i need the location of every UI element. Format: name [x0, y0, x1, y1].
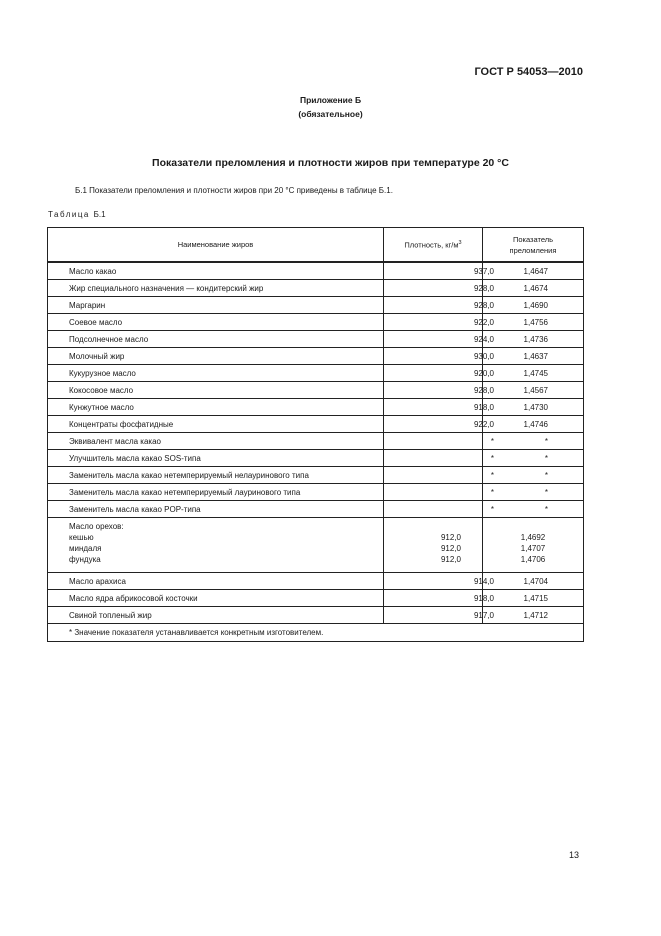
table-row [48, 365, 584, 382]
header-name-label: Наименование жиров [177, 240, 254, 249]
table-row [48, 399, 584, 416]
cell-fat-name: Свиной топленый жир [48, 607, 384, 624]
cell-refractive-index [483, 382, 584, 399]
cell-density-value: 928,0 [473, 385, 494, 395]
table-row [48, 607, 584, 624]
cell-refractive-index-value: 1,4746 [523, 419, 548, 429]
header-ri-line1: Показатель [512, 234, 554, 244]
cell-fat-name: Жир специального назначения — кондитерский жир [48, 280, 384, 297]
cell-refractive-index-value: * [544, 487, 548, 497]
cell-density [384, 314, 494, 331]
cell-density-value: 928,0 [473, 300, 494, 310]
appendix-title: Приложение Б [299, 95, 362, 105]
cell-fat-name: Кунжутное масло [48, 399, 384, 416]
nut-item-refractive-index: 1,4707 [520, 544, 546, 553]
table-row [48, 573, 584, 590]
cell-fat-name [48, 518, 384, 573]
cell-density [384, 573, 494, 590]
table-row [48, 433, 584, 450]
cell-refractive-index-value: 1,4674 [523, 283, 548, 293]
cell-refractive-index [483, 416, 584, 433]
cell-refractive-index [483, 433, 584, 450]
spacer [424, 521, 478, 532]
table-row [48, 314, 584, 331]
cell-fat-name: Молочный жир [48, 348, 384, 365]
table-row [48, 331, 584, 348]
cell-fat-name: Эквивалент масла какао [48, 433, 384, 450]
cell-refractive-index [483, 484, 584, 501]
cell-refractive-index-value: 1,4736 [523, 334, 548, 344]
cell-fat-name: Концентраты фосфатидные [48, 416, 384, 433]
cell-fat-name: Масло арахиса [48, 573, 384, 590]
cell-density-value: 922,0 [473, 317, 494, 327]
nut-group-title: Масло орехов: [69, 522, 124, 531]
cell-density-value: 914,0 [473, 576, 494, 586]
cell-fat-name: Масло какао [48, 262, 384, 280]
nut-item-density: 912,0 [440, 533, 462, 542]
table-row [48, 467, 584, 484]
cell-density [384, 518, 483, 573]
cell-fat-name: Масло ядра абрикосовой косточки [48, 590, 384, 607]
cell-density-value: * [490, 504, 494, 514]
table-row-nut-oils [48, 518, 584, 573]
cell-refractive-index [483, 399, 584, 416]
cell-fat-name: Маргарин [48, 297, 384, 314]
nut-item-density: 912,0 [440, 555, 462, 564]
cell-density-value: * [490, 453, 494, 463]
cell-density [384, 450, 494, 467]
cell-fat-name: Заменитель масла какао нетемперируемый лауринового типа [48, 484, 384, 501]
table-row [48, 297, 584, 314]
cell-density-value: 937,0 [473, 266, 494, 276]
cell-density-value: 920,0 [473, 368, 494, 378]
cell-density [384, 365, 494, 382]
cell-density [384, 280, 494, 297]
table-caption [48, 210, 106, 219]
table-row [48, 348, 584, 365]
nut-item-refractive-index: 1,4692 [520, 533, 546, 542]
header-density [384, 228, 483, 263]
nut-item-refractive-index: 1,4706 [520, 555, 546, 564]
cell-fat-name: Кокосовое масло [48, 382, 384, 399]
table-header-row [48, 228, 584, 263]
header-density-sup: 3 [458, 240, 462, 247]
table-caption-number: Б.1 [93, 210, 106, 219]
cell-refractive-index-value: * [544, 436, 548, 446]
page-number: 13 [568, 850, 579, 860]
cell-refractive-index [483, 518, 584, 573]
header-ri-line2: преломления [509, 245, 557, 255]
cell-density-value: 928,0 [473, 283, 494, 293]
cell-density [384, 433, 494, 450]
table-row [48, 501, 584, 518]
cell-density-value: * [490, 436, 494, 446]
cell-density [384, 416, 494, 433]
header-density-label: Плотность, кг/м [404, 240, 459, 250]
cell-refractive-index [483, 297, 584, 314]
nut-item-name: фундука [69, 555, 101, 564]
table-row [48, 416, 584, 433]
header-name [48, 228, 384, 263]
cell-refractive-index-value: 1,4637 [523, 351, 548, 361]
cell-refractive-index-value: 1,4715 [523, 593, 548, 603]
cell-density [384, 297, 494, 314]
cell-fat-name: Улучшитель масла какао SOS-типа [48, 450, 384, 467]
nut-item-name: миндаля [69, 544, 102, 553]
cell-refractive-index-value: * [544, 470, 548, 480]
cell-density [384, 348, 494, 365]
cell-density-value: 924,0 [473, 334, 494, 344]
cell-refractive-index-value: * [544, 453, 548, 463]
cell-refractive-index [483, 607, 584, 624]
table-caption-label: Таблица [48, 210, 90, 219]
cell-refractive-index [483, 501, 584, 518]
document-standard-number: ГОСТ Р 54053—2010 [474, 66, 583, 78]
nut-item-density: 912,0 [440, 544, 462, 553]
cell-refractive-index [483, 590, 584, 607]
cell-density [384, 399, 494, 416]
cell-refractive-index [483, 450, 584, 467]
cell-refractive-index-value: * [544, 504, 548, 514]
cell-density [384, 484, 494, 501]
cell-density-value: 918,0 [473, 593, 494, 603]
cell-refractive-index [483, 348, 584, 365]
cell-refractive-index [483, 331, 584, 348]
section-title: Показатели преломления и плотности жиров при температуре 20 °С [152, 157, 509, 169]
table-footnote-row [48, 624, 584, 642]
cell-refractive-index [483, 365, 584, 382]
cell-density [384, 382, 494, 399]
cell-refractive-index-value: 1,4745 [523, 368, 548, 378]
cell-fat-name: Заменитель масла какао нетемперируемый нелауринового типа [48, 467, 384, 484]
fats-table [47, 227, 584, 642]
spacer [487, 521, 579, 532]
appendix-subtitle: (обязательное) [298, 109, 363, 119]
cell-refractive-index-value: 1,4647 [523, 266, 548, 276]
cell-refractive-index-value: 1,4704 [523, 576, 548, 586]
cell-density [384, 607, 494, 624]
table-footnote: * Значение показателя устанавливается конкретным изготовителем. [48, 624, 584, 642]
cell-density-value: 930,0 [473, 351, 494, 361]
cell-refractive-index [483, 467, 584, 484]
cell-refractive-index [483, 573, 584, 590]
cell-refractive-index-value: 1,4756 [523, 317, 548, 327]
cell-density [384, 262, 494, 280]
cell-density [384, 467, 494, 484]
intro-paragraph: Б.1 Показатели преломления и плотности жиров при 20 °С приведены в таблице Б.1. [75, 186, 393, 195]
table-row [48, 280, 584, 297]
cell-refractive-index-value: 1,4690 [523, 300, 548, 310]
cell-density-value: 922,0 [473, 419, 494, 429]
cell-refractive-index-value: 1,4712 [523, 610, 548, 620]
table-row [48, 382, 584, 399]
cell-fat-name: Кукурузное масло [48, 365, 384, 382]
cell-refractive-index [483, 314, 584, 331]
cell-refractive-index [483, 280, 584, 297]
table-row [48, 484, 584, 501]
cell-refractive-index-value: 1,4567 [523, 385, 548, 395]
cell-fat-name: Заменитель масла какао POP-типа [48, 501, 384, 518]
cell-density [384, 590, 494, 607]
cell-fat-name: Соевое масло [48, 314, 384, 331]
nut-item-name: кешью [69, 533, 94, 542]
cell-refractive-index-value: 1,4730 [523, 402, 548, 412]
cell-density [384, 331, 494, 348]
table-row [48, 262, 584, 280]
table-row [48, 590, 584, 607]
cell-density-value: 918,0 [473, 402, 494, 412]
cell-density [384, 501, 494, 518]
cell-density-value: 917,0 [473, 610, 494, 620]
header-refractive-index [483, 228, 584, 263]
table-row [48, 450, 584, 467]
cell-refractive-index [483, 262, 584, 280]
cell-fat-name: Подсолнечное масло [48, 331, 384, 348]
cell-density-value: * [490, 487, 494, 497]
cell-density-value: * [490, 470, 494, 480]
